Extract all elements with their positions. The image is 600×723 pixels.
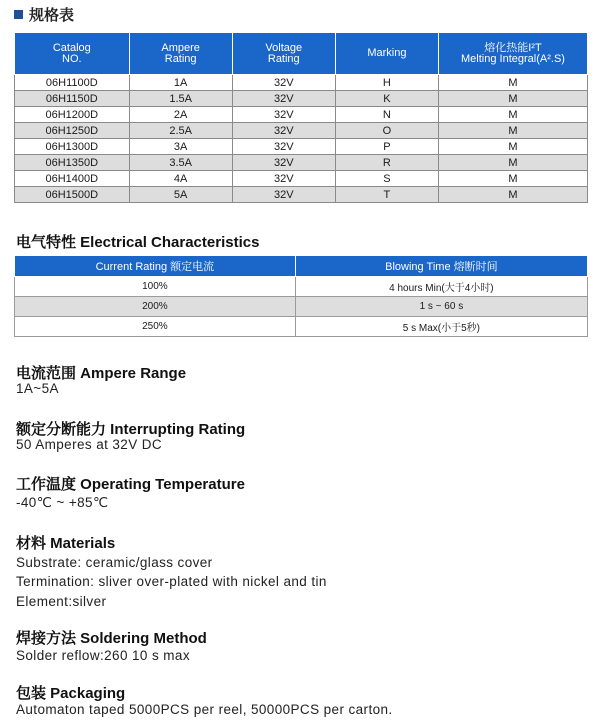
soldering-title: 焊接方法 Soldering Method bbox=[16, 630, 207, 647]
spec-table-row bbox=[15, 123, 588, 139]
spec-table bbox=[14, 32, 588, 203]
cell-melting-integral: M bbox=[438, 91, 587, 107]
cell-marking: S bbox=[335, 171, 438, 187]
cell-marking: H bbox=[335, 75, 438, 91]
cell-melting-integral: M bbox=[438, 123, 587, 139]
square-bullet-icon bbox=[14, 10, 23, 19]
electrical-table-row bbox=[15, 297, 588, 317]
spec-table-row bbox=[15, 139, 588, 155]
cell-current-rating: 100% bbox=[15, 277, 296, 297]
cell-marking: K bbox=[335, 91, 438, 107]
cell-ampere: 4A bbox=[129, 171, 232, 187]
col-header-catalog: Catalog NO. bbox=[15, 33, 130, 75]
spec-section-title: 规格表 bbox=[29, 6, 75, 24]
cell-melting-integral: M bbox=[438, 187, 587, 203]
materials-line-substrate: Substrate: ceramic/glass cover bbox=[16, 555, 213, 570]
cell-marking: T bbox=[335, 187, 438, 203]
ampere-range-text: 1A~5A bbox=[16, 381, 59, 396]
spec-table-row bbox=[15, 155, 588, 171]
cell-melting-integral: M bbox=[438, 107, 587, 123]
cell-marking: O bbox=[335, 123, 438, 139]
spec-section-header bbox=[14, 5, 74, 23]
cell-ampere: 1A bbox=[129, 75, 232, 91]
spec-table-row bbox=[15, 91, 588, 107]
cell-catalog: 06H1350D bbox=[15, 155, 130, 171]
col-header-melting-integral: 熔化热能I²T Melting Integral(A².S) bbox=[438, 33, 587, 75]
cell-ampere: 5A bbox=[129, 187, 232, 203]
electrical-title: 电气特性 Electrical Characteristics bbox=[16, 234, 260, 251]
col-header-current-rating: Current Rating 额定电流 bbox=[15, 256, 296, 277]
cell-melting-integral: M bbox=[438, 171, 587, 187]
electrical-table-row bbox=[15, 277, 588, 297]
cell-catalog: 06H1300D bbox=[15, 139, 130, 155]
cell-ampere: 2A bbox=[129, 107, 232, 123]
cell-marking: R bbox=[335, 155, 438, 171]
col-header-voltage: Voltage Rating bbox=[232, 33, 335, 75]
cell-voltage: 32V bbox=[232, 155, 335, 171]
col-header-blowing-time: Blowing Time 熔断时间 bbox=[295, 256, 587, 277]
col-header-ampere: Ampere Rating bbox=[129, 33, 232, 75]
cell-ampere: 2.5A bbox=[129, 123, 232, 139]
cell-catalog: 06H1250D bbox=[15, 123, 130, 139]
spec-table-header-row bbox=[15, 33, 588, 75]
cell-ampere: 1.5A bbox=[129, 91, 232, 107]
electrical-table bbox=[14, 255, 588, 337]
cell-voltage: 32V bbox=[232, 91, 335, 107]
cell-ampere: 3.5A bbox=[129, 155, 232, 171]
cell-marking: N bbox=[335, 107, 438, 123]
cell-catalog: 06H1150D bbox=[15, 91, 130, 107]
cell-catalog: 06H1400D bbox=[15, 171, 130, 187]
col-header-marking: Marking bbox=[335, 33, 438, 75]
soldering-text: Solder reflow:260 10 s max bbox=[16, 648, 190, 663]
operating-temp-text: -40℃ ~ +85℃ bbox=[16, 495, 109, 510]
spec-table-row bbox=[15, 75, 588, 91]
spec-table-row bbox=[15, 107, 588, 123]
cell-voltage: 32V bbox=[232, 123, 335, 139]
operating-temp-title: 工作温度 Operating Temperature bbox=[16, 476, 245, 493]
materials-line-termination: Termination: sliver over-plated with nickel and tin bbox=[16, 574, 327, 589]
materials-title: 材料 Materials bbox=[16, 535, 116, 552]
materials-line-element: Element:silver bbox=[16, 594, 107, 609]
cell-blowing-time: 1 s ~ 60 s bbox=[295, 297, 587, 317]
electrical-header-row bbox=[15, 256, 588, 277]
spec-table-row bbox=[15, 187, 588, 203]
packaging-text: Automaton taped 5000PCS per reel, 50000PCS per carton. bbox=[16, 702, 393, 717]
cell-melting-integral: M bbox=[438, 155, 587, 171]
cell-ampere: 3A bbox=[129, 139, 232, 155]
cell-current-rating: 200% bbox=[15, 297, 296, 317]
cell-catalog: 06H1100D bbox=[15, 75, 130, 91]
cell-catalog: 06H1200D bbox=[15, 107, 130, 123]
cell-voltage: 32V bbox=[232, 107, 335, 123]
cell-melting-integral: M bbox=[438, 75, 587, 91]
cell-voltage: 32V bbox=[232, 75, 335, 91]
cell-blowing-time: 5 s Max(小于5秒) bbox=[295, 317, 587, 337]
ampere-range-title: 电流范围 Ampere Range bbox=[16, 365, 187, 382]
spec-table-row bbox=[15, 171, 588, 187]
interrupting-title: 额定分断能力 Interrupting Rating bbox=[16, 421, 246, 438]
cell-marking: P bbox=[335, 139, 438, 155]
cell-melting-integral: M bbox=[438, 139, 587, 155]
cell-voltage: 32V bbox=[232, 139, 335, 155]
cell-catalog: 06H1500D bbox=[15, 187, 130, 203]
interrupting-text: 50 Amperes at 32V DC bbox=[16, 437, 163, 452]
packaging-title: 包装 Packaging bbox=[16, 685, 126, 702]
cell-blowing-time: 4 hours Min(大于4小时) bbox=[295, 277, 587, 297]
electrical-table-row bbox=[15, 317, 588, 337]
cell-voltage: 32V bbox=[232, 187, 335, 203]
cell-current-rating: 250% bbox=[15, 317, 296, 337]
cell-voltage: 32V bbox=[232, 171, 335, 187]
